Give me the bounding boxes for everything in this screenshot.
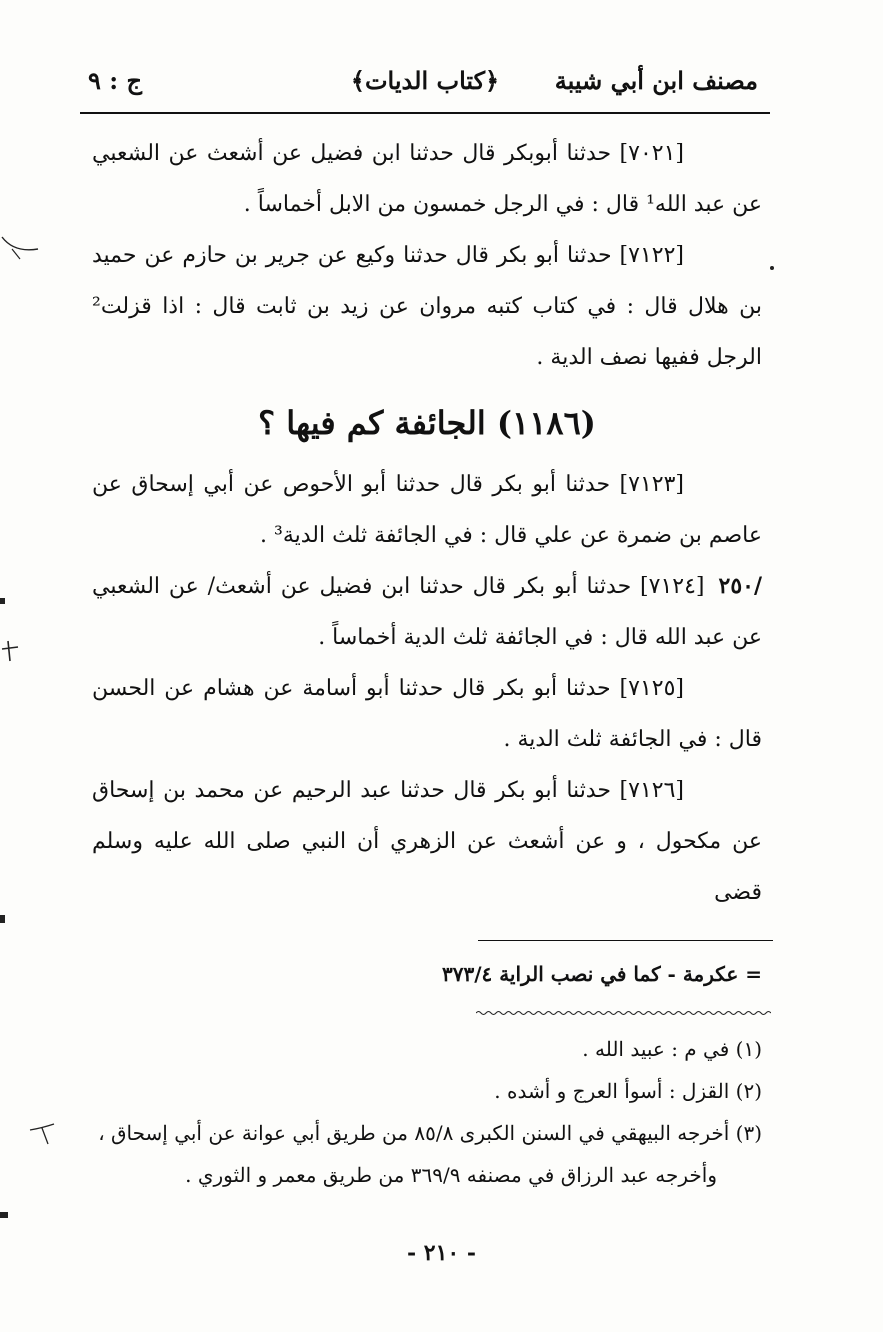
chapter-title: ﴿كتاب الديات﴾ [350, 66, 500, 95]
margin-page-number: /٢٥٠ [718, 573, 762, 599]
scan-dot [770, 266, 774, 270]
hadith-7124-text: [٧١٢٤] حدثنا أبو بكر قال حدثنا ابن فضيل عن أشعث/ عن الشعبي عن عبد الله قال : في الجائفة ثلث الدية أخماساً . [92, 574, 762, 650]
footnotes [92, 1028, 762, 1196]
footnote-rule [478, 940, 773, 941]
wavy-divider [476, 1010, 771, 1016]
hadith-7021: [٧٠٢١] حدثنا أبوبكر قال حدثنا ابن فضيل عن أشعث عن الشعبي عن عبد الله¹ قال : في الرجل خمسون من الابل أخماساً . [92, 141, 762, 217]
scan-mark-2 [0, 635, 22, 665]
scan-mark-3 [28, 1120, 58, 1150]
main-text [92, 128, 762, 918]
book-title: مصنف ابن أبي شيبة [554, 66, 758, 95]
hadith-7124 [92, 561, 762, 663]
hadith-7125: [٧١٢٥] حدثنا أبو بكر قال حدثنا أبو أسامة عن هشام عن الحسن قال : في الجائفة ثلث الدية . [92, 676, 762, 752]
scan-mark-1 [0, 225, 40, 265]
section-title: (١١٨٦) الجائفة كم فيها ؟ [258, 404, 596, 442]
scan-mark-4 [0, 1212, 8, 1218]
volume-number: ج : ٩ [88, 66, 142, 95]
page-number: - ٢١٠ - [406, 1240, 477, 1266]
footnote-continuation: = عكرمة - كما في نصب الراية ٣٧٣/٤ [441, 962, 762, 986]
scan-mark-6 [0, 598, 5, 604]
footnote-3: (٣) أخرجه البيهقي في السنن الكبرى ٨٥/٨ من طريق أبي عوانة عن أبي إسحاق ، [98, 1121, 762, 1145]
page-header [80, 66, 770, 106]
hadith-7122: [٧١٢٢] حدثنا أبو بكر قال حدثنا وكيع عن جرير بن حازم عن حميد بن هلال قال : في كتاب كتبه مروان عن زيد بن ثابت قال : اذا قزلت² الرجل ففيها نصف الدية . [92, 243, 762, 370]
hadith-7126: [٧١٢٦] حدثنا أبو بكر قال حدثنا عبد الرحيم عن محمد بن إسحاق عن مكحول ، و عن أشعث عن الزهري أن النبي صلى الله عليه وسلم قضى [92, 778, 762, 905]
footnote-3-continued: وأخرجه عبد الرزاق في مصنفه ٣٦٩/٩ من طريق معمر و الثوري . [185, 1163, 717, 1187]
footnote-1: (١) في م : عبيد الله . [582, 1037, 762, 1061]
hadith-7123: [٧١٢٣] حدثنا أبو بكر قال حدثنا أبو الأحوص عن أبي إسحاق عن عاصم بن ضمرة عن علي قال : في الجائفة ثلث الدية³ . [92, 472, 762, 548]
scan-mark-5 [0, 915, 5, 923]
footnote-2: (٢) القزل : أسوأ العرج و أشده . [494, 1079, 762, 1103]
header-rule [80, 112, 770, 114]
